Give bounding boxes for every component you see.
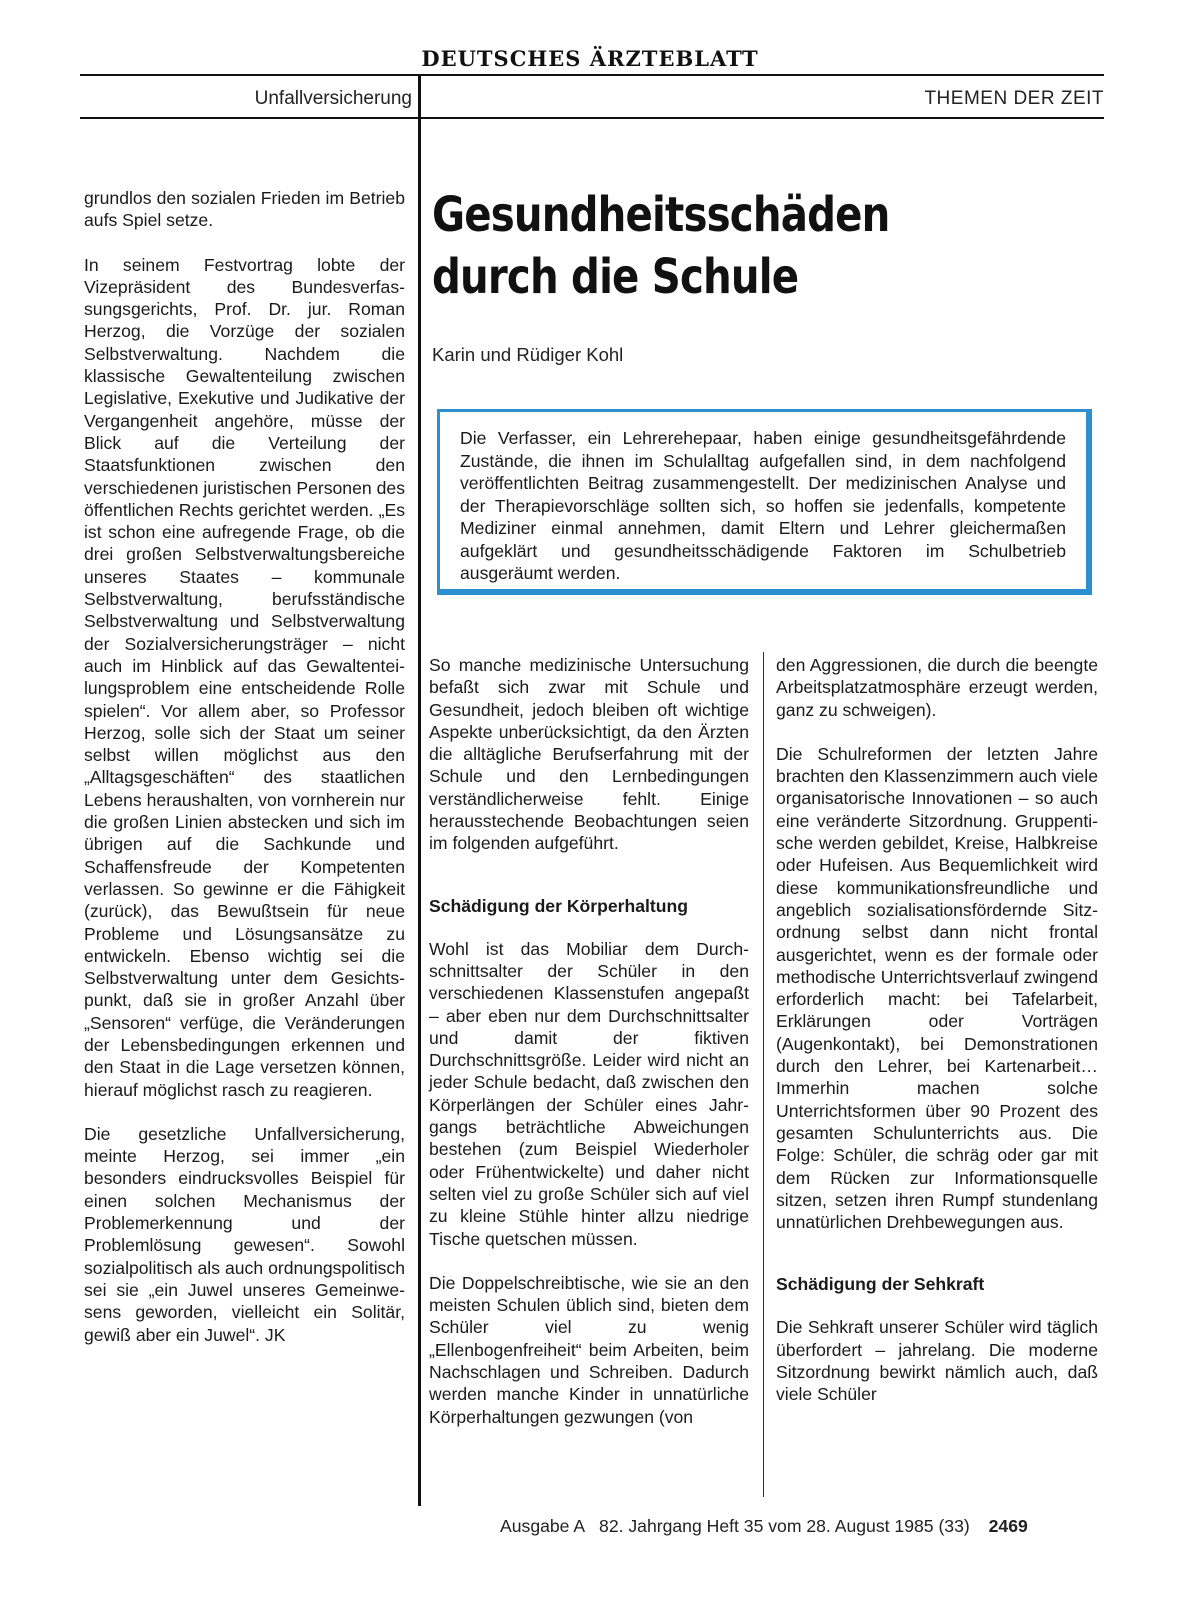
article-authors: Karin und Rüdiger Kohl [432,344,624,365]
article-title: Gesundheitsschäden durch die Schule [432,187,890,305]
masthead: DEUTSCHES ÄRZTEBLATT [421,46,759,71]
section-heading: Schädigung der Sehkraft [776,1274,985,1295]
footer-issue: 82. Jahrgang Heft 35 vom 28. August 1985 [599,1516,934,1536]
article-paragraph: Die Schulreformen der letzten Jahre brachten den Klassenzimmern auch viele organisatorische Innovationen – so auch eine veränderte Sitzordnung. Gruppentische werden gebildet, Kreise, Halbkreise oder Hufeisen. Aus Bequemlichkeit wird diese kommunikationsfreundliche und angeblich sozialisationsfördernde Sitzordnung selbst dann nicht frontal ausgerichtet, wenn es der formale oder methodische Unterrichtsverlauf zwingend erforderlich macht: bei Tafelarbeit, Erklärungen oder Vorträgen (Augenkontakt), bei Demonstrationen durch den Lehrer, bei Kartenarbeit… Immerhin machen solche Unterrichtsformen über 90 Prozent des gesamten Schulunterrichts aus. Die Folge: Schüler, die schräg oder gar mit dem Rücken zur Informationsquelle sitzen, setzen ihren Rumpf stundenlang unnatürlichen Drehbewegungen aus. [776,743,1098,1233]
left-paragraph: In seinem Festvortrag lobte der Vizepräsident des Bundesverfassungsgerichts, Prof. Dr. jur. Roman Herzog, die Vorzüge der sozialen Selbstverwaltung. Nachdem die klassische Gewaltenteilung zwischen Legislative, Exekutive und Judikative der Vergangenheit angehöre, müsse der Blick auf die Verteilung der Staatsfunktionen zwischen den verschiedenen juristischen Personen des öffentlichen Rechts gerichtet werden. „Es ist schon eine aufregende Frage, ob die drei großen Selbstverwaltungsbereiche unseres Staates – kommunale Selbstverwaltung, berufsständische Selbstverwaltung und Selbstverwaltung der Sozialversicherungsträger – nicht auch im Hinblick auf das Gewaltenteilungsproblem eine entscheidende Rolle spielen“. Vor allem aber, so Professor Herzog, solle sich der Staat um seiner selbst willen möglichst aus den „Alltagsgeschäften“ des staatlichen Lebens heraushalten, von vornherein nur die großen Linien abstecken und sich im übrigen auf die Sachkunde und Schaffensfreude der Kompetenten verlassen. So gewinne er die Fähigkeit (zurück), das Bewußtsein für neue Probleme und Lösungsansätze zu entwickeln. Ebenso wichtig sei die Selbstverwaltung unter dem Gesichtspunkt, daß sie in großer Anzahl über „Sensoren“ verfüge, die Veränderungen der Lebensbedingungen erkennen und den Staat in die Lage versetzen können, hierauf möglichst rasch zu reagieren. [84,254,405,1100]
footer-edition: Ausgabe A [500,1516,585,1536]
article-column-2 [776,654,1098,1428]
article-column-1 [429,654,749,1450]
page-number: 2469 [988,1516,1028,1536]
rubric-right: THEMEN DER ZEIT [924,88,1104,109]
article-paragraph: Wohl ist das Mobiliar dem Durchschnittsalter der Schüler in den verschiedenen Klassenstufen angepaßt – aber eben nur dem Durchschnittsalter und damit der fiktiven Durchschnittsgröße. Leider wird nicht an jeder Schule bedacht, daß zwischen den Körperlängen der Schüler eines Jahrgangs beträchtliche Abweichungen bestehen (zum Beispiel Wiederholer oder Frühentwickelte) und daher nicht selten viel zu große Schüler sich auf viel zu kleine Stühle hinter allzu niedrige Tische quetschen müssen. [429,938,749,1249]
section-heading: Schädigung der Körperhaltung [429,895,689,916]
left-paragraph: Die gesetzliche Unfallversicherung, meinte Herzog, sei immer „ein besonders eindrucksvolles Beispiel für einen solchen Mechanismus der Problemerkennung und der Problemlösung gewesen“. Sowohl sozialpolitisch als auch ordnungspolitisch sei sie „ein Juwel unseres Gemeinwesens geworden, vielleicht ein Solitär, gewiß aber ein Juwel“. JK [84,1123,405,1345]
article-paragraph: Die Doppelschreibtische, wie sie an den meisten Schulen üblich sind, bieten dem Schüler viel zu wenig „Ellenbogenfreiheit“ beim Arbeiten, beim Nachschlagen und Schreiben. Dadurch werden manche Kinder in unnatürliche Körperhaltungen gezwungen (von [429,1272,749,1427]
column-divider [418,76,421,1506]
article-paragraph: den Aggressionen, die durch die beengte Arbeitsplatzatmosphäre erzeugt werden, ganz zu schweigen). [776,655,1098,720]
article-paragraph: Die Sehkraft unserer Schüler wird täglich überfordert – jahrelang. Die moderne Sitzordnung bewirkt nämlich auch, daß viele Schüler [776,1317,1098,1405]
page-footer [500,1516,1028,1537]
abstract-text: Die Verfasser, ein Lehrerehepaar, haben einige gesundheitsgefährdende Zustände, die ihnen im Schulalltag aufgefallen sind, in dem nachfolgend veröffentlichten Beitrag zusammengestellt. Der medizinischen Analyse und der Therapievorschläge sollten sich, so hoffen sie jedenfalls, kompetente Mediziner einmal annehmen, damit Eltern und Lehrer gleichermaßen aufgeklärt und gesundheitsschädigende Faktoren im Schulbetrieb ausgeräumt werden. [460,428,1066,583]
header-rule [80,74,1104,76]
left-paragraph: grundlos den sozialen Frieden im Betrieb aufs Spiel setze. [84,188,405,231]
rubric-left: Unfallversicherung [254,88,412,109]
article-column-divider [763,652,764,1497]
left-column [84,187,405,1368]
abstract-box [437,409,1092,595]
section-rule [80,117,1104,119]
article-paragraph: So manche medizinische Untersuchung befaßt sich zwar mit Schule und Gesundheit, jedoch bleiben oft wichtige Aspekte unberücksichtigt, da den Ärzten die alltägliche Berufserfahrung mit der Schule und den Lernbedingungen verständlicherweise fehlt. Einige herausstechende Beobachtungen seien im folgenden aufgeführt. [429,655,749,854]
footer-internal-page: (33) [938,1516,970,1536]
